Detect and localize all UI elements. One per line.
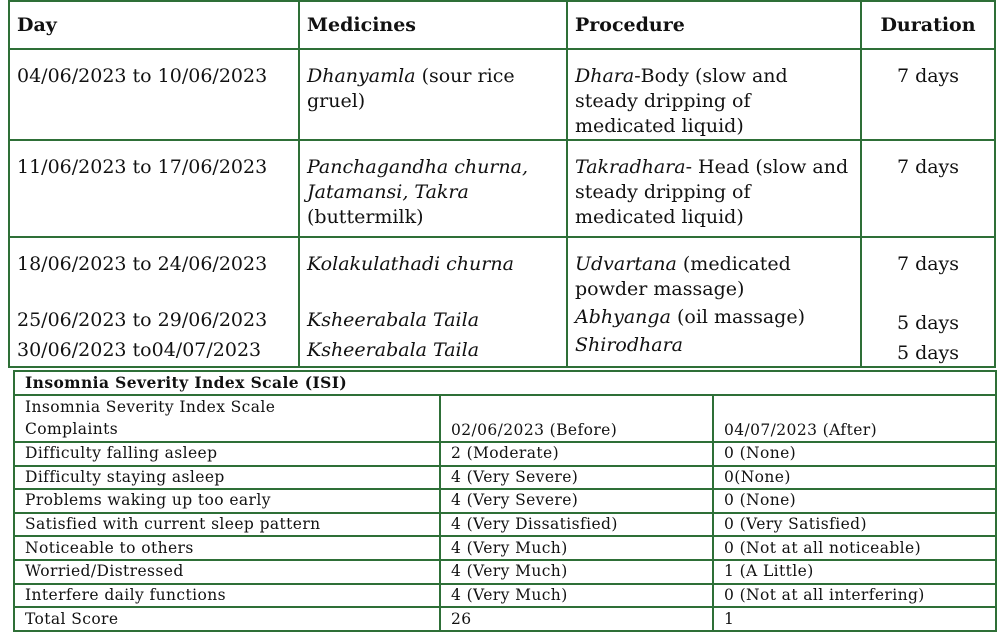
duration-text: 7 days [896,253,960,275]
after-cell: 0 (Not at all interfering) [713,584,996,608]
before-cell: 4 (Very Much) [440,536,713,560]
duration-cell [861,49,995,140]
medicine-cell [299,237,567,367]
schedule-row [9,237,995,367]
isi-header-complaints [14,395,440,442]
medicine-cell [299,49,567,140]
procedure-note: (medicated powder massage) [575,253,791,300]
duration-text: 7 days [896,65,960,87]
after-cell: 0 (None) [713,489,996,513]
day-text: 11/06/2023 to 17/06/2023 [17,156,268,178]
schedule-header-row [9,1,995,49]
procedure-note: -Body (slow and steady dripping of medicated liquid) [575,65,788,137]
medicine-name: Panchagandha churna, Jatamansi, Takra [307,156,528,203]
treatment-schedule-table [8,0,996,368]
header-duration: Duration [861,1,995,49]
procedure-cell [567,140,861,237]
header-procedure: Procedure [567,1,861,49]
medicine-name: Ksheerabala Taila [307,339,480,361]
after-cell: 0 (Very Satisfied) [713,513,996,537]
day-cell [9,237,299,367]
before-cell: 4 (Very Much) [440,584,713,608]
header-day: Day [9,1,299,49]
isi-title-row [14,371,996,395]
medicine-name: Ksheerabala Taila [307,309,480,331]
after-cell: 0 (Not at all noticeable) [713,536,996,560]
header-medicines: Medicines [299,1,567,49]
medicine-name: Kolakulathadi churna [307,253,514,275]
day-text: 25/06/2023 to 29/06/2023 [17,309,268,331]
isi-row [14,466,996,490]
procedure-name: Takradhara [575,156,686,178]
isi-row [14,442,996,466]
before-cell: 4 (Very Dissatisfied) [440,513,713,537]
isi-header-scale-label: Insomnia Severity Index Scale [25,397,276,416]
procedure-cell [567,49,861,140]
complaint-cell: Interfere daily functions [14,584,440,608]
medicine-note: (buttermilk) [307,206,424,228]
complaint-cell: Difficulty falling asleep [14,442,440,466]
after-cell: 0(None) [713,466,996,490]
isi-row [14,560,996,584]
complaint-cell: Satisfied with current sleep pattern [14,513,440,537]
procedure-name: Shirodhara [575,334,683,356]
duration-cell [861,140,995,237]
before-cell: 2 (Moderate) [440,442,713,466]
procedure-name: Udvartana [575,253,677,275]
duration-text: 5 days [896,342,960,364]
medicine-note: (sour rice gruel) [307,65,515,112]
duration-cell [861,237,995,367]
isi-header-before: 02/06/2023 (Before) [440,395,713,442]
procedure-note: - Head (slow and steady dripping of medicated liquid) [575,156,849,228]
procedure-note: (oil massage) [670,306,805,328]
isi-header-complaints-label: Complaints [25,419,119,438]
procedure-name: Dhara [575,65,635,87]
total-label-cell: Total Score [14,607,440,631]
isi-row [14,513,996,537]
after-cell: 1 (A Little) [713,560,996,584]
day-cell [9,49,299,140]
schedule-row [9,140,995,237]
before-cell: 4 (Very Severe) [440,489,713,513]
day-text: 04/06/2023 to 10/06/2023 [17,65,268,87]
isi-header-after: 04/07/2023 (After) [713,395,996,442]
total-before-cell: 26 [440,607,713,631]
schedule-row [9,49,995,140]
complaint-cell: Noticeable to others [14,536,440,560]
isi-title: Insomnia Severity Index Scale (ISI) [14,371,996,395]
medicine-name: Dhanyamla [307,65,416,87]
duration-text: 5 days [896,312,960,334]
isi-row [14,584,996,608]
day-text: 30/06/2023 to04/07/2023 [17,339,262,361]
procedure-name: Abhyanga [575,306,671,328]
complaint-cell: Problems waking up too early [14,489,440,513]
isi-row [14,536,996,560]
total-after-cell: 1 [713,607,996,631]
before-cell: 4 (Very Much) [440,560,713,584]
complaint-cell: Worried/Distressed [14,560,440,584]
isi-header-row [14,395,996,442]
medicine-cell [299,140,567,237]
duration-text: 7 days [896,156,960,178]
day-cell [9,140,299,237]
isi-total-row [14,607,996,631]
day-text: 18/06/2023 to 24/06/2023 [17,253,268,275]
before-cell: 4 (Very Severe) [440,466,713,490]
isi-row [14,489,996,513]
isi-table [13,370,997,632]
after-cell: 0 (None) [713,442,996,466]
complaint-cell: Difficulty staying asleep [14,466,440,490]
procedure-cell [567,237,861,367]
